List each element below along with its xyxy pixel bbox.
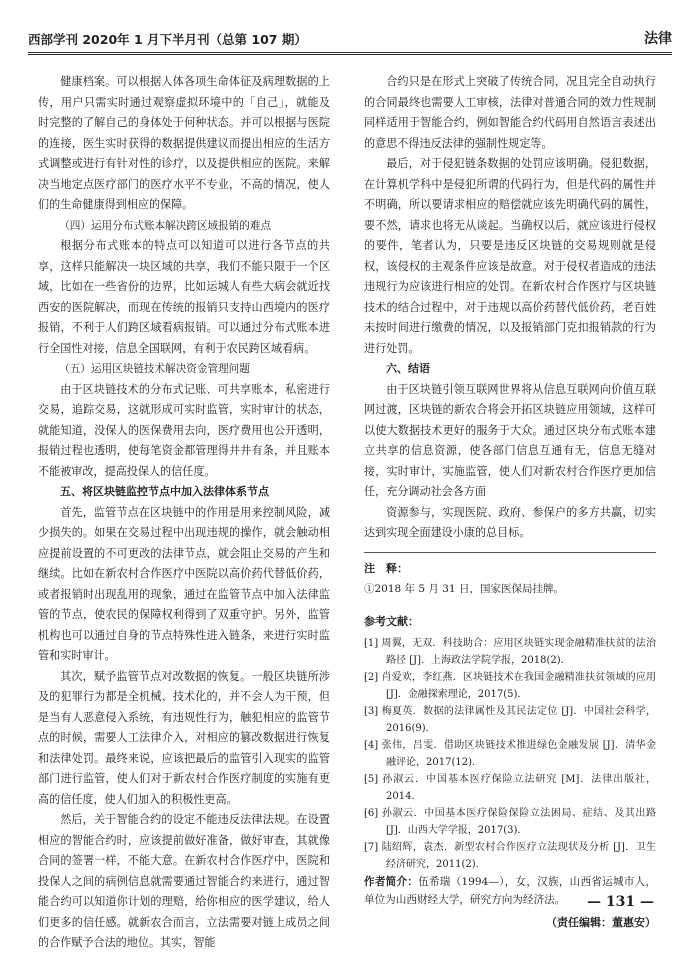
references-list [364, 635, 656, 873]
journal-title: 西部学刊 2020年 1 月下半月刊（总第 107 期） [28, 32, 307, 47]
paragraph: 根据分布式账本的特点可以知道可以进行各节点的共享，这样只能解决一块区域的共享，我们不能只限于一个区域，比如在一些省份的边界，比如运城人有些大病会就近找西安的医院解决，而现在传统的报销只支持山西境内的医疗报销，不利于人们跨区域看病报销。可以通过分布式账本进行全国性对接，信息全国联网，有利于农民跨区域看病。 [38, 239, 330, 355]
section-heading: 五、将区块链监控节点中加入法律体系节点 [60, 485, 269, 498]
notes-section [364, 552, 656, 599]
reference-item: [6] 孙淑云．中国基本医疗保险保险立法困局、症结、及其出路 [J]．山西大学学报，2017(3)． [364, 807, 656, 836]
paragraph: 其次，赋予监管节点对改数据的恢复。一般区块链所涉及的犯罪行为都是全机械、技术化的，并不会人为干预，但是当有人恶意侵入系统，有违规性行为，触犯相应的监管节点的时候，需要人工法律介入，对相应的篡改数据进行恢复和法律处罚。最终来说，应该把最后的监管引入现实的监管部门进行监管，使人们对于新农村合作医疗制度的实施有更高的信任度，使人们加入的积极性更高。 [38, 669, 330, 806]
notes-heading: 注 释： [364, 561, 408, 575]
author-label: 作者简介： [364, 875, 419, 888]
left-column [38, 72, 330, 954]
references-heading: 参考文献： [364, 615, 419, 628]
author-text: 伍希瑞（1994—），女，汉族，山西省运城市人，单位为山西财经大学，研究方向为经济法。 [364, 875, 657, 906]
paragraph: 然后，关于智能合约的设定不能违反法律法规。在设置相应的智能合约时，应该提前做好准备，做好审查，其就像合同的签署一样，不能大意。在新农村合作医疗中，医院和投保人之间的病例信息就需要通过智能合约来进行，通过智能合约可以知道你计划的理赔，给你相应的医学建议，给人们更多的信任感。就新农合而言，立法需要对链上成员之间的合作赋予合法的地位。其实，智能 [38, 813, 330, 949]
paragraph: 健康档案。可以根据人体各项生命体征及病理数据的上传，用户只需实时通过观察虚拟环境中的「自己」，就能及时完整的了解自己的身体处于何种状态。并可以根据与医院的连接，医生实时获得的数据提供建议而提出相应的生活方式调整或进行有针对性的诊疗，以及提供相应的医院。来解决当地定点医疗部门的医疗水平不专业，不高的情况，使人们的生命健康得到相应的保障。 [38, 75, 330, 211]
paragraph: 资源参与，实现医院、政府、参保户的多方共赢，切实达到实现全面建设小康的总目标。 [364, 505, 656, 539]
page-header [28, 26, 672, 55]
right-column-body [364, 72, 656, 544]
reference-item: [1] 周翼，无双．科技助合：应用区块链实现金融精准扶贫的法治路径 [J]．上海政法学院学报，2018(2)． [364, 637, 656, 666]
paragraph: 首先，监管节点在区块链中的作用是用来控制风险，减少损失的。如果在交易过程中出现违规的操作，就会触动相应提前设置的不可更改的法律节点，就会阻止交易的产生和继续。比如在新农村合作医疗中医院以高价药代替低价药，或者报销时出现乱用的现象，通过在监管节点中加入法律监管的节点，使农民的保障权利得到了双重守护。另外，监管机构也可以通过自身的节点特殊性进入链条，来进行实时监管和实时审计。 [38, 505, 330, 662]
reference-item: [5] 孙淑云．中国基本医疗保险立法研究 [M]．法律出版社，2014． [364, 773, 656, 802]
reference-item: [7] 陆绍辉，袁杰．新型农村合作医疗立法现状及分析 [J]．卫生经济研究，2011(2)． [364, 841, 656, 870]
subsection-heading: （五）运用区块链技术解决资金管理问题 [59, 363, 250, 375]
subsection-heading: （四）运用分布式账本解决跨区域报销的难点 [59, 219, 272, 232]
paragraph: 最后，对于侵犯链条数据的处罚应该明确。侵犯数据，在计算机学科中是侵犯所谓的代码行为，但是代码的属性并不明确，所以要请求相应的赔偿就应该先明确代码的属性，要不然，请求也将无从谈起。当确权以后，就应该进行侵权的要件，笔者认为，只要是违反区块链的交易规则就是侵权，该侵权的主观条件应该是故意。对于侵权者造成的违法违规行为应该进行相应的处罚。在新农村合作医疗与区块链技术的结合过程中，对于违规以高价药替代低价药，老百姓未按时间进行缴费的情况，以及报销部门克扣报销款的行为进行处罚。 [364, 157, 656, 355]
editor-credit: （责任编辑：董惠安） [546, 915, 656, 929]
page-number: — 131 — [587, 894, 654, 910]
paragraph: 合约只是在形式上突破了传统合同，况且完全自动执行的合同最终也需要人工审核，法律对普通合同的效力性规制同样适用于智能合约，例如智能合约代码用自然语言表述出的意思不得违反法律的强制性规定等。 [364, 75, 656, 150]
reference-item: [3] 梅夏英．数据的法律属性及其民法定位 [J]．中国社会科学，2016(9)． [364, 705, 656, 734]
paragraph: 由于区块链技术的分布式记账、可共享账本，私密进行交易，追踪交易，这就形成可实时监管，实时审计的状态，就能知道，没保人的医保费用去向，医疗费用也公开透明，报销过程也透明，使每笔资金都管理得井井有条，并且账本不能被审改，提高投保人的信任度。 [38, 382, 330, 478]
paragraph: 由于区块链引领互联网世界将从信息互联网向价值互联网过渡，区块链的新农合将会开拓区块链应用领域，这样可以使大数据技术更好的服务于大众。通过区块分布式账本建立共享的信息资源，使各部门信息互通有无，信息无缝对接，实时审计，实施监管，使人们对新农村合作医疗更加信任，充分调动社会各方面 [364, 382, 656, 498]
section-heading: 六、结语 [386, 362, 430, 375]
right-column [364, 72, 656, 933]
reference-item: [2] 肖爱欢，李红燕．区块链技术在我国金融精准扶贫领域的应用 [J]．金融探索理论，2017(5)． [364, 671, 656, 700]
reference-item: [4] 张伟，吕雯．借助区块链技术推进绿色金融发展 [J]．清华金融评论，2017(12)． [364, 739, 656, 768]
footnote-1: ①2018 年 5 月 31 日，国家医保局挂牌。 [364, 583, 564, 595]
section-label: 法律 [644, 31, 672, 47]
